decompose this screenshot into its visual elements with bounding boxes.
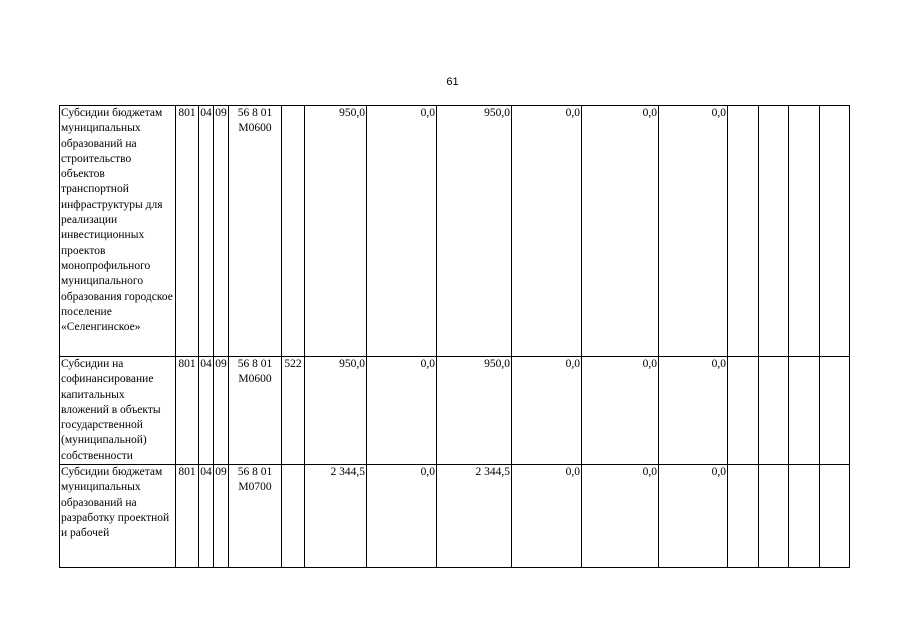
amount-2: 0,0 <box>367 106 437 357</box>
grbs-code: 801 <box>176 465 199 568</box>
amount-1: 2 344,5 <box>305 465 367 568</box>
amount-3: 950,0 <box>437 106 512 357</box>
empty-cell <box>789 106 820 357</box>
empty-cell <box>728 357 759 465</box>
amount-5: 0,0 <box>582 106 659 357</box>
subsection-code: 09 <box>214 106 229 357</box>
amount-6: 0,0 <box>659 465 728 568</box>
empty-cell <box>759 106 789 357</box>
amount-2: 0,0 <box>367 357 437 465</box>
table-row <box>60 106 850 357</box>
amount-6: 0,0 <box>659 106 728 357</box>
amount-4: 0,0 <box>512 106 582 357</box>
empty-cell <box>728 106 759 357</box>
target-article-code: 56 8 01 М0700 <box>229 465 282 568</box>
table-row <box>60 357 850 465</box>
amount-1: 950,0 <box>305 106 367 357</box>
amount-1: 950,0 <box>305 357 367 465</box>
empty-cell <box>820 465 850 568</box>
row-description: Субсидии бюджетам муниципальных образований на разработку проектной и рабочей <box>60 465 176 568</box>
amount-6: 0,0 <box>659 357 728 465</box>
amount-5: 0,0 <box>582 357 659 465</box>
subsection-code: 09 <box>214 357 229 465</box>
section-code: 04 <box>199 106 214 357</box>
expense-type-code <box>282 465 305 568</box>
table-row <box>60 465 850 568</box>
page-number: 61 <box>446 76 459 88</box>
expense-type-code <box>282 106 305 357</box>
amount-3: 2 344,5 <box>437 465 512 568</box>
subsection-code: 09 <box>214 465 229 568</box>
grbs-code: 801 <box>176 357 199 465</box>
target-article-code: 56 8 01 М0600 <box>229 106 282 357</box>
amount-2: 0,0 <box>367 465 437 568</box>
section-code: 04 <box>199 357 214 465</box>
budget-table <box>59 105 850 568</box>
empty-cell <box>789 465 820 568</box>
empty-cell <box>820 357 850 465</box>
empty-cell <box>789 357 820 465</box>
amount-4: 0,0 <box>512 465 582 568</box>
empty-cell <box>759 357 789 465</box>
amount-5: 0,0 <box>582 465 659 568</box>
expense-type-code: 522 <box>282 357 305 465</box>
empty-cell <box>759 465 789 568</box>
amount-4: 0,0 <box>512 357 582 465</box>
empty-cell <box>820 106 850 357</box>
grbs-code: 801 <box>176 106 199 357</box>
row-description: Субсидии на софинансирование капитальных вложений в объекты государственной (муниципальной) собственности <box>60 357 176 465</box>
section-code: 04 <box>199 465 214 568</box>
amount-3: 950,0 <box>437 357 512 465</box>
target-article-code: 56 8 01 М0600 <box>229 357 282 465</box>
row-description: Субсидии бюджетам муниципальных образований на строительство объектов транспортной инфраструктуры для реализации инвестиционных проектов монопрофильного муниципального образования городское поселение «Селенгинское» <box>60 106 176 357</box>
empty-cell <box>728 465 759 568</box>
